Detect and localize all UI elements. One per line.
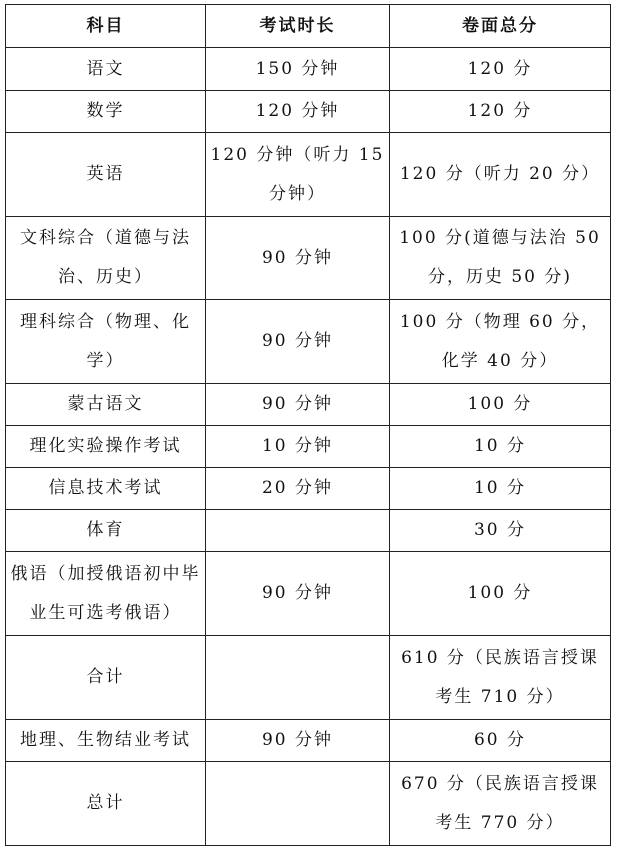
duration-cell: 120 分钟（听力 15 分钟） xyxy=(206,133,390,217)
subject-cell: 英语 xyxy=(6,133,206,217)
duration-cell: 90 分钟 xyxy=(206,720,390,762)
table-row xyxy=(6,384,611,426)
table-row xyxy=(6,762,611,846)
score-cell: 100 分(道德与法治 50 分，历史 50 分) xyxy=(390,217,611,300)
subject-cell: 文科综合（道德与法治、历史） xyxy=(6,217,206,300)
duration-cell: 90 分钟 xyxy=(206,384,390,426)
score-cell: 60 分 xyxy=(390,720,611,762)
duration-cell xyxy=(206,510,390,552)
table-row xyxy=(6,217,611,300)
subject-cell: 地理、生物结业考试 xyxy=(6,720,206,762)
duration-cell: 10 分钟 xyxy=(206,426,390,468)
table-row xyxy=(6,636,611,720)
subject-cell: 理化实验操作考试 xyxy=(6,426,206,468)
score-cell: 120 分 xyxy=(390,91,611,133)
duration-cell: 150 分钟 xyxy=(206,48,390,91)
score-cell: 670 分（民族语言授课考生 770 分） xyxy=(390,762,611,846)
table-row xyxy=(6,510,611,552)
table-row xyxy=(6,91,611,133)
subject-cell: 俄语（加授俄语初中毕业生可选考俄语） xyxy=(6,552,206,636)
score-cell: 100 分 xyxy=(390,384,611,426)
table-header-row xyxy=(6,5,611,48)
duration-cell xyxy=(206,762,390,846)
duration-cell: 90 分钟 xyxy=(206,300,390,384)
table-row xyxy=(6,720,611,762)
table-row xyxy=(6,552,611,636)
duration-cell: 90 分钟 xyxy=(206,217,390,300)
subject-cell: 总计 xyxy=(6,762,206,846)
subject-cell: 体育 xyxy=(6,510,206,552)
subject-cell: 蒙古语文 xyxy=(6,384,206,426)
score-cell: 120 分（听力 20 分） xyxy=(390,133,611,217)
subject-cell: 合计 xyxy=(6,636,206,720)
header-subject: 科目 xyxy=(6,5,206,48)
score-cell: 100 分 xyxy=(390,552,611,636)
table-row xyxy=(6,300,611,384)
score-cell: 10 分 xyxy=(390,426,611,468)
subject-cell: 语文 xyxy=(6,48,206,91)
subject-cell: 理科综合（物理、化学） xyxy=(6,300,206,384)
duration-cell: 90 分钟 xyxy=(206,552,390,636)
duration-cell: 120 分钟 xyxy=(206,91,390,133)
score-cell: 10 分 xyxy=(390,468,611,510)
duration-cell xyxy=(206,636,390,720)
duration-cell: 20 分钟 xyxy=(206,468,390,510)
exam-schedule-table xyxy=(5,4,611,846)
table-row xyxy=(6,48,611,91)
score-cell: 100 分（物理 60 分，化学 40 分） xyxy=(390,300,611,384)
header-score: 卷面总分 xyxy=(390,5,611,48)
score-cell: 610 分（民族语言授课考生 710 分） xyxy=(390,636,611,720)
score-cell: 120 分 xyxy=(390,48,611,91)
score-cell: 30 分 xyxy=(390,510,611,552)
table-row xyxy=(6,468,611,510)
table-row xyxy=(6,426,611,468)
header-duration: 考试时长 xyxy=(206,5,390,48)
subject-cell: 信息技术考试 xyxy=(6,468,206,510)
table-row xyxy=(6,133,611,217)
subject-cell: 数学 xyxy=(6,91,206,133)
